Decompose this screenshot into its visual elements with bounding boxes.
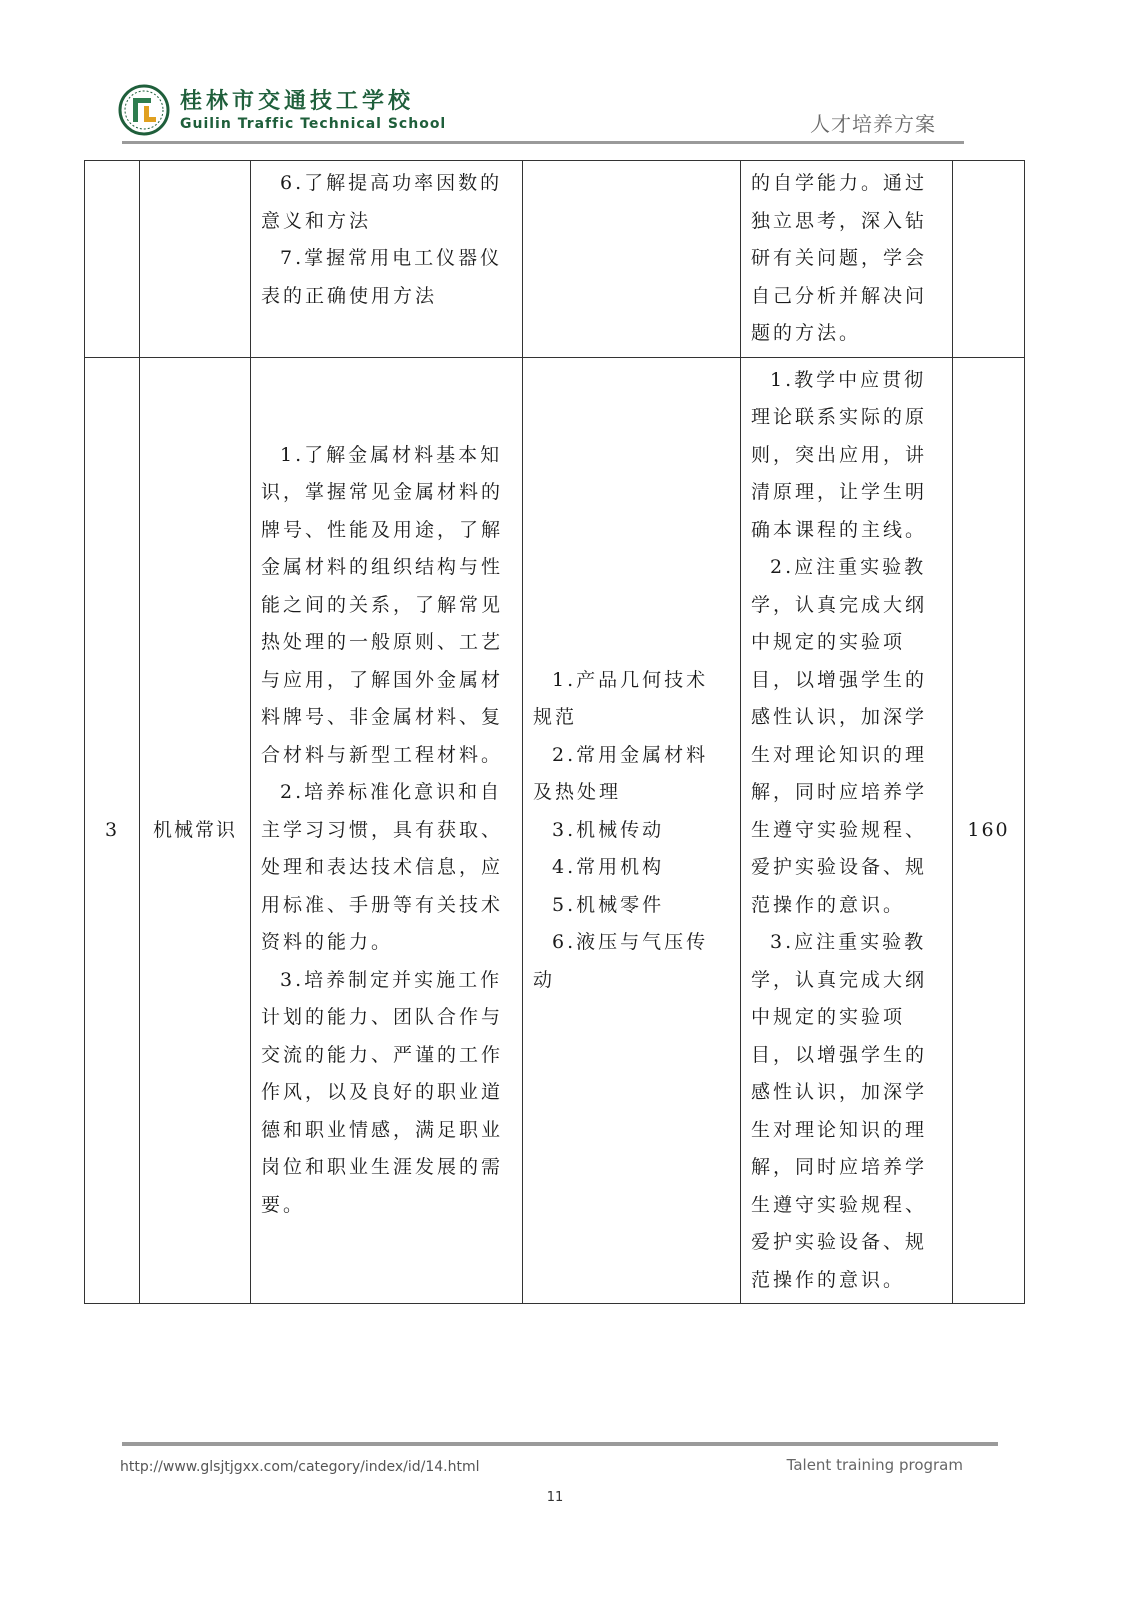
hours-cell: 160 bbox=[953, 357, 1025, 1304]
hours-cell bbox=[953, 161, 1025, 358]
page-number: 11 bbox=[546, 1490, 564, 1505]
course-name-cell: 机械常识 bbox=[140, 357, 251, 1304]
objective-item: 7.掌握常用电工仪器仪表的正确使用方法 bbox=[261, 247, 503, 307]
course-number-cell bbox=[85, 161, 140, 358]
objectives-cell bbox=[251, 357, 523, 1304]
content-item: 1.产品几何技术规范 bbox=[533, 668, 709, 728]
course-name-cell bbox=[140, 161, 251, 358]
objective-item: 6.了解提高功率因数的意义和方法 bbox=[261, 172, 503, 232]
table-row bbox=[85, 357, 1025, 1304]
footer-divider bbox=[122, 1442, 998, 1446]
content-cell bbox=[523, 357, 741, 1304]
school-name-en: Guilin Traffic Technical School bbox=[180, 116, 447, 132]
requirement-item: 3.应注重实验教学，认真完成大纲中规定的实验项目，以增强学生的感性认识，加深学生对理论知识的理解，同时应培养学生遵守实验规程、爱护实验设备、规范操作的意识。 bbox=[751, 931, 928, 1291]
document-type: 人才培养方案 bbox=[810, 112, 936, 136]
requirement-item: 1.教学中应贯彻理论联系实际的原则，突出应用，讲清原理，让学生明确本课程的主线。 bbox=[751, 368, 928, 541]
objective-item: 1.了解金属材料基本知识，掌握常见金属材料的牌号、性能及用途，了解金属材料的组织结构与性能之间的关系，了解常见热处理的一般原则、工艺与应用，了解国外金属材料牌号、非金属材料、复合材料与新型工程材料。 bbox=[261, 443, 504, 766]
course-number-cell: 3 bbox=[85, 357, 140, 1304]
header-divider bbox=[122, 141, 964, 144]
content-item: 4.常用机构 bbox=[552, 856, 665, 878]
content-cell bbox=[523, 161, 741, 358]
requirements-cell bbox=[741, 357, 953, 1304]
requirements-cell bbox=[741, 161, 953, 358]
page-header bbox=[0, 0, 1131, 150]
table-row bbox=[85, 161, 1025, 358]
content-item: 3.机械传动 bbox=[552, 818, 665, 841]
footer-url[interactable]: http://www.glsjtjgxx.com/category/index/id/14.html bbox=[120, 1459, 480, 1475]
content-item: 6.液压与气压传动 bbox=[533, 931, 709, 991]
school-logo-icon bbox=[118, 84, 170, 136]
content-item: 2.常用金属材料及热处理 bbox=[533, 743, 709, 803]
requirement-item: 的自学能力。通过独立思考，深入钻研有关问题，学会自己分析并解决问题的方法。 bbox=[751, 172, 928, 344]
objective-item: 2.培养标准化意识和自主学习习惯，具有获取、处理和表达技术信息，应用标准、手册等有关技术资料的能力。 bbox=[261, 781, 504, 953]
curriculum-table bbox=[84, 160, 1025, 1304]
footer-label: Talent training program bbox=[786, 1456, 963, 1474]
content-item: 5.机械零件 bbox=[552, 893, 665, 916]
school-name-cn: 桂林市交通技工学校 bbox=[180, 89, 415, 114]
requirement-item: 2.应注重实验教学，认真完成大纲中规定的实验项目，以增强学生的感性认识，加深学生对理论知识的理解，同时应培养学生遵守实验规程、爱护实验设备、规范操作的意识。 bbox=[751, 556, 928, 916]
objective-item: 3.培养制定并实施工作计划的能力、团队合作与交流的能力、严谨的工作作风，以及良好的职业道德和职业情感，满足职业岗位和职业生涯发展的需要。 bbox=[261, 968, 504, 1216]
objectives-cell bbox=[251, 161, 523, 358]
